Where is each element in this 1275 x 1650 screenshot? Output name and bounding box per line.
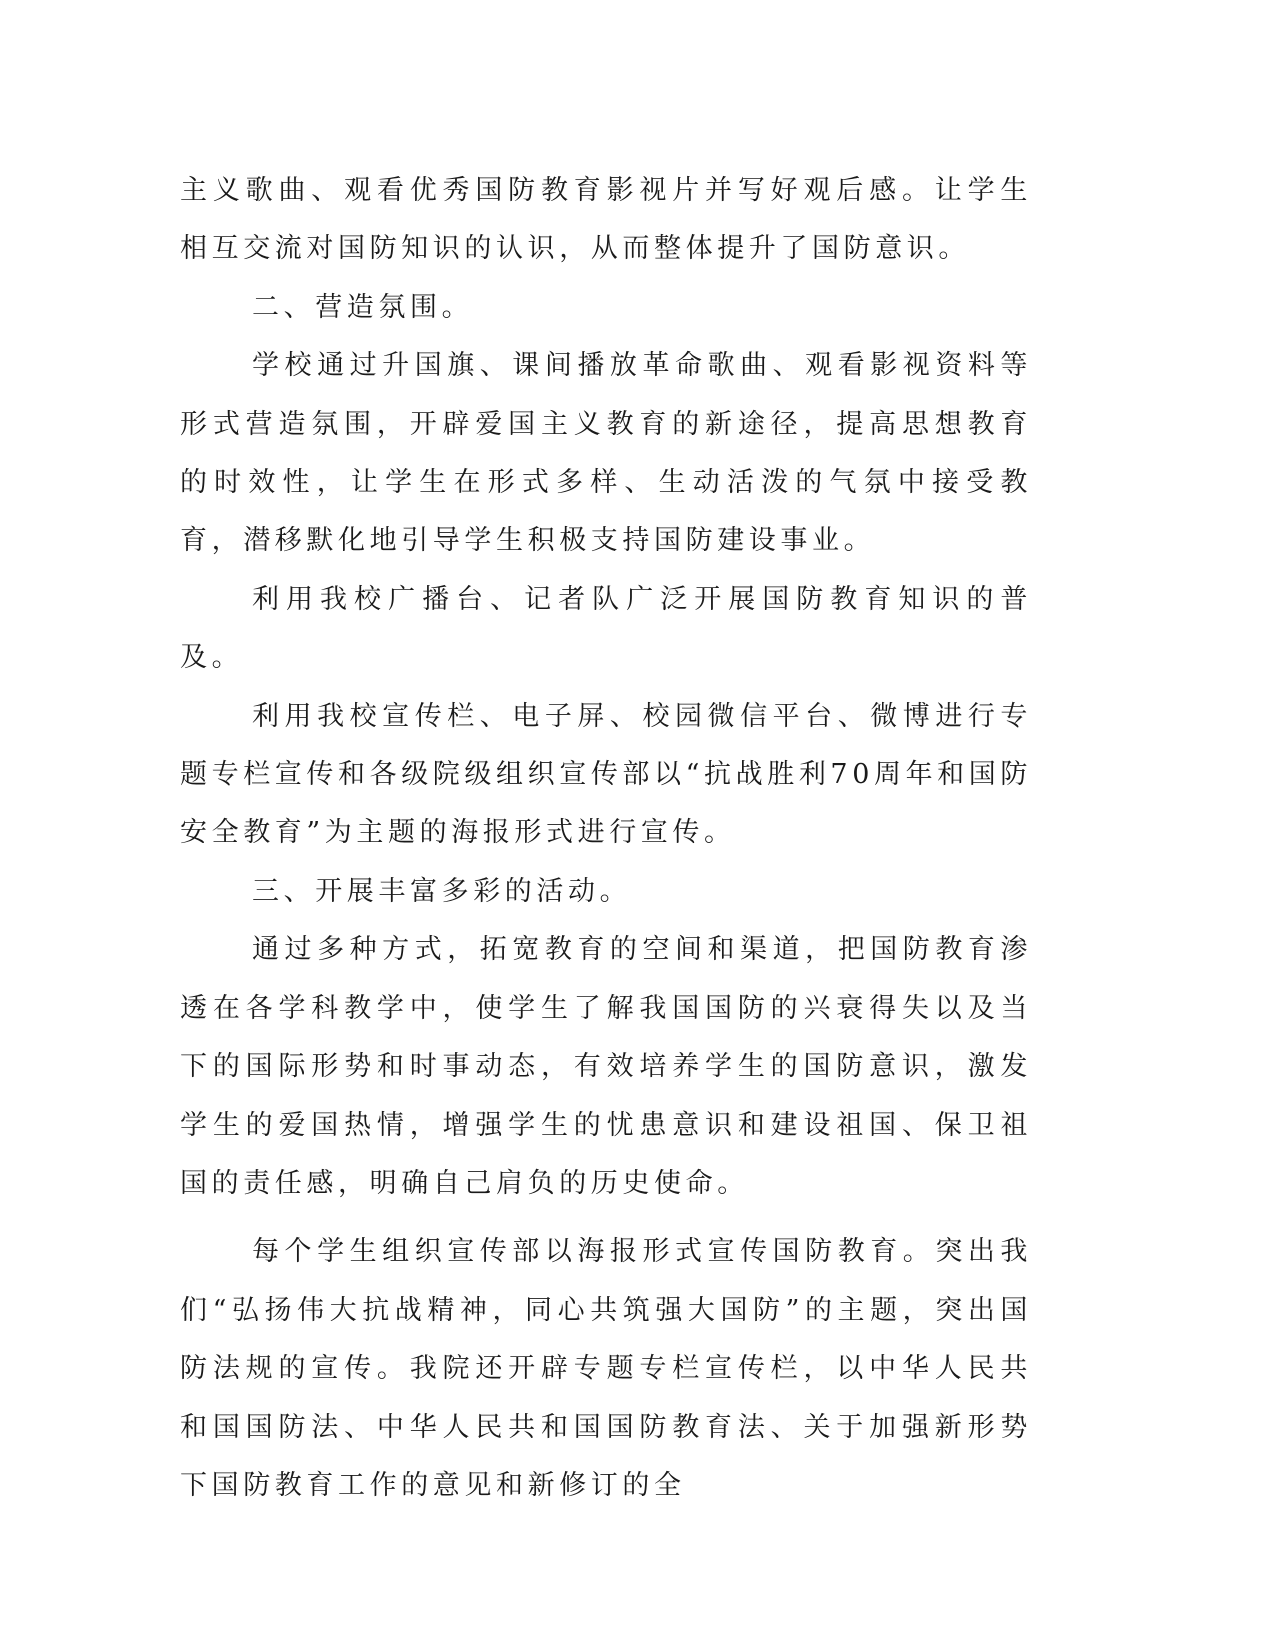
paragraph-atmosphere: 学校通过升国旗、课间播放革命歌曲、观看影视资料等形式营造氛围，开辟爱国主义教育的新途径，提高思想教育的时效性，让学生在形式多样、生动活泼的气氛中接受教育，潜移默化地引导学生积极支持国防建设事业。	[180, 350, 1032, 557]
paragraph-publicity: 利用我校宣传栏、电子屏、校园微信平台、微博进行专题专栏宣传和各级院级组织宣传部以“抗战胜利70周年和国防安全教育”为主题的海报形式进行宣传。	[180, 700, 1032, 849]
document-body	[180, 162, 1032, 1515]
paragraph-posters: 每个学生组织宣传部以海报形式宣传国防教育。突出我们“弘扬伟大抗战精神，同心共筑强大国防”的主题，突出国防法规的宣传。我院还开辟专题专栏宣传栏，以中华人民共和国国防法、中华人民共和国国防教育法、关于加强新形势下国防教育工作的意见和新修订的全	[180, 1236, 1032, 1501]
paragraph-broadcast: 利用我校广播台、记者队广泛开展国防教育知识的普及。	[180, 583, 1032, 674]
section-heading-activities: 三、开展丰富多彩的活动。	[252, 875, 632, 907]
paragraph-continuation: 主义歌曲、观看优秀国防教育影视片并写好观后感。让学生相互交流对国防知识的认识，从而整体提升了国防意识。	[180, 175, 1032, 265]
section-heading-atmosphere: 二、营造氛围。	[252, 291, 474, 323]
paragraph-activities: 通过多种方式，拓宽教育的空间和渠道，把国防教育渗透在各学科教学中，使学生了解我国国防的兴衰得失以及当下的国际形势和时事动态，有效培养学生的国防意识，激发学生的爱国热情，增强学生的忧患意识和建设祖国、保卫祖国的责任感，明确自己肩负的历史使命。	[180, 934, 1032, 1199]
